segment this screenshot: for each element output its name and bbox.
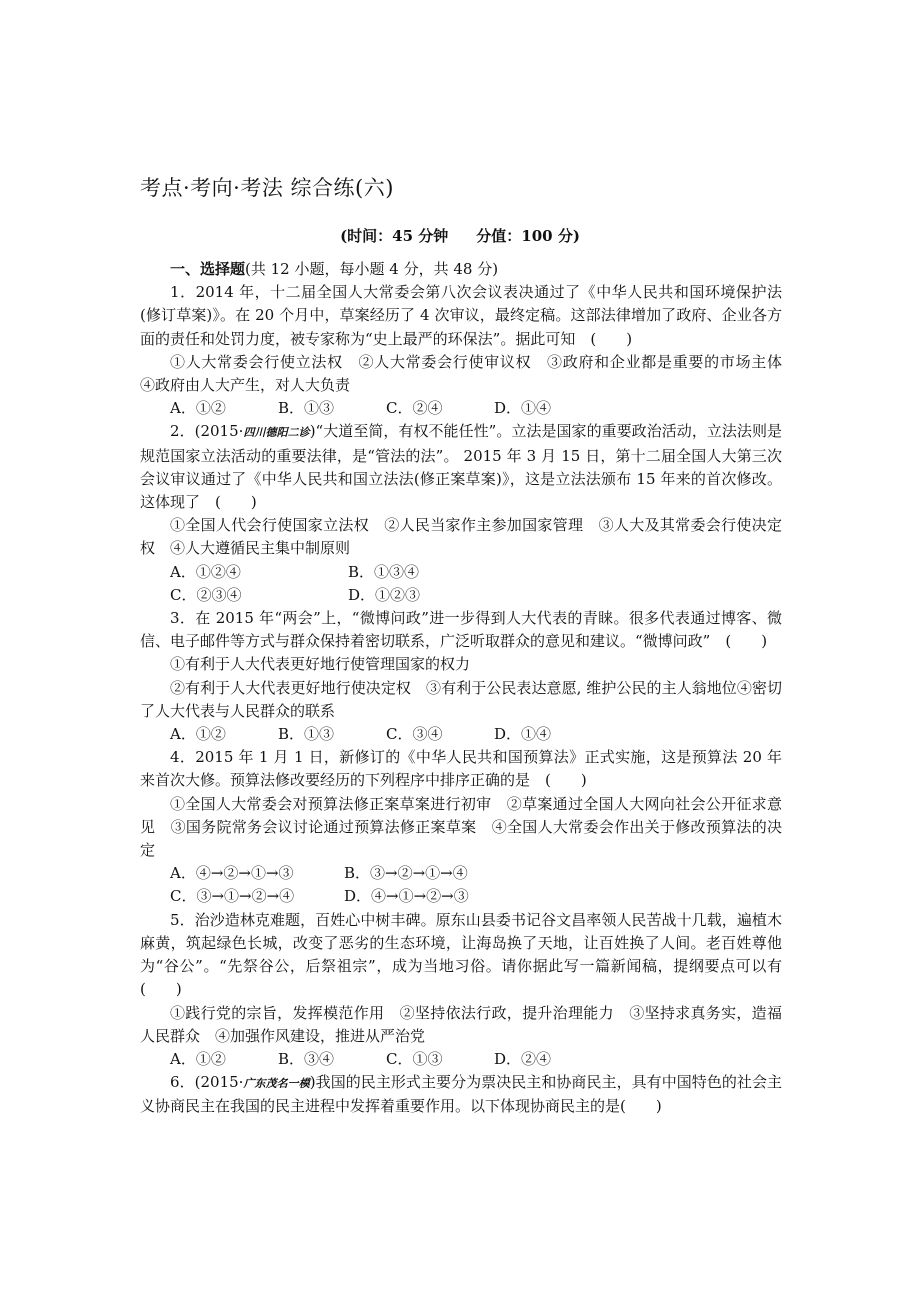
question-3-options <box>140 723 782 746</box>
question-6-prefix: 6．(2015· <box>170 1073 244 1092</box>
option-d[interactable]: D．①④ <box>494 399 552 418</box>
page-title: 考点·考向·考法 综合练(六) <box>140 176 394 200</box>
option-d[interactable]: D．④→①→②→③ <box>344 887 469 906</box>
option-b[interactable]: B．③→②→①→④ <box>344 864 468 883</box>
question-5-options <box>140 1048 782 1071</box>
question-4-items: ①全国人大常委会对预算法修正案草案进行初审 ②草案通过全国人大网向社会公开征求意见 ③国务院常务会议讨论通过预算法修正案草案 ④全国人大常委会作出关于修改预算法的决定 <box>140 794 782 860</box>
option-d[interactable]: D．②④ <box>494 1049 552 1068</box>
option-d[interactable]: D．①④ <box>494 725 552 744</box>
option-b[interactable]: B．①③ <box>278 725 335 744</box>
option-a[interactable]: A．④→②→①→③ <box>170 864 294 883</box>
question-3-item-1: ①有利于人大代表更好地行使管理国家的权力 <box>170 655 471 674</box>
option-c[interactable]: C．③④ <box>386 725 443 744</box>
question-4-options-row-1 <box>140 862 782 885</box>
total-score: 分值：100 分) <box>476 227 580 245</box>
section-title: 一、选择题 <box>170 260 246 278</box>
option-a[interactable]: A．①② <box>170 725 226 744</box>
option-d[interactable]: D．①②③ <box>348 585 421 604</box>
question-2-stem <box>140 420 782 514</box>
exam-meta <box>0 225 920 246</box>
option-b[interactable]: B．①③④ <box>348 562 420 581</box>
option-c[interactable]: C．②④ <box>386 399 443 418</box>
question-2-items: ①全国人代会行使国家立法权 ②人民当家作主参加国家管理 ③人大及其常委会行使决定权 ④人大遵循民主集中制原则 <box>140 516 782 558</box>
question-5-stem: 5．治沙造林克难题，百姓心中树丰碑。原东山县委书记谷文昌率领人民苦战十几载，遍植木麻黄，筑起绿色长城，改变了恶劣的生态环境，让海岛换了天地，让百姓换了人间。老百姓尊他为“谷公”。“先祭谷公，后祭祖宗”，成为当地习俗。请你据此写一篇新闻稿，提纲要点可以有( ) <box>140 910 782 999</box>
question-1-options <box>140 397 782 420</box>
question-2-source: 四川德阳二诊 <box>243 426 310 440</box>
option-b[interactable]: B．①③ <box>278 399 335 418</box>
time-limit: (时间：45 分钟 <box>340 227 449 245</box>
question-2-text: )“大道至简，有权不能任性”。立法是国家的重要政治活动，立法法则是规范国家立法活动的重要法律，是“管法的法”。 2015 年 3 月 15 日，第十二届全国人大第三次会议审议通过了《中华人民共和国立法法(修正案草案)》，这是立法法颁布 15 年来的首次修改。这体现了 ( ) <box>140 422 783 512</box>
question-2-prefix: 2．(2015· <box>170 422 244 441</box>
question-4-options-row-2 <box>140 885 782 908</box>
question-3-item-2: ②有利于人大代表更好地行使决定权 ③有利于公民表达意愿, 维护公民的主人翁地位④密切了人大代表与人民群众的联系 <box>140 678 782 720</box>
option-c[interactable]: C．②③④ <box>170 585 242 604</box>
question-4-stem: 4．2015 年 1 月 1 日，新修订的《中华人民共和国预算法》正式实施，这是预算法 20 年来首次大修。预算法修改要经历的下列程序中排序正确的是 ( ) <box>140 748 782 790</box>
option-a[interactable]: A．①②④ <box>170 562 241 581</box>
question-6-source: 广东茂名一模 <box>243 1077 310 1091</box>
question-1-stem: 1．2014 年，十二届全国人大常委会第八次会议表决通过了《中华人民共和国环境保护法(修订草案)》。在 20 个月中，草案经历了 4 次审议，最终定稿。这部法律增加了政府、企业各方面的责任和处罚力度，被专家称为“史上最严的环保法”。据此可知 ( ) <box>140 283 782 348</box>
question-6-stem <box>140 1071 782 1118</box>
option-c[interactable]: C．①③ <box>386 1049 443 1068</box>
option-a[interactable]: A．①② <box>170 399 226 418</box>
question-3-stem: 3．在 2015 年“两会”上，“微博问政”进一步得到人大代表的青睐。很多代表通过博客、微信、电子邮件等方式与群众保持着密切联系，广泛听取群众的意见和建议。“微博问政” ( ) <box>140 609 782 651</box>
question-2-options-row-2 <box>140 584 782 607</box>
option-a[interactable]: A．①② <box>170 1049 226 1068</box>
question-2-options-row-1 <box>140 561 782 584</box>
option-b[interactable]: B．③④ <box>278 1049 335 1068</box>
option-c[interactable]: C．③→①→②→④ <box>170 887 295 906</box>
question-5-items: ①践行党的宗旨，发挥模范作用 ②坚持依法行政，提升治理能力 ③坚持求真务实，造福人民群众 ④加强作风建设，推进从严治党 <box>140 1003 782 1045</box>
question-list <box>140 258 798 1119</box>
question-6-text: )我国的民主形式主要分为票决民主和协商民主，具有中国特色的社会主义协商民主在我国的民主进程中发挥着重要作用。以下体现协商民主的是( ) <box>140 1073 783 1116</box>
section-note: (共 12 小题，每小题 4 分，共 48 分) <box>245 260 499 278</box>
section-heading <box>140 258 782 281</box>
question-1-items: ①人大常委会行使立法权 ②人大常委会行使审议权 ③政府和企业都是重要的市场主体 ④政府由人大产生，对人大负责 <box>140 352 798 395</box>
